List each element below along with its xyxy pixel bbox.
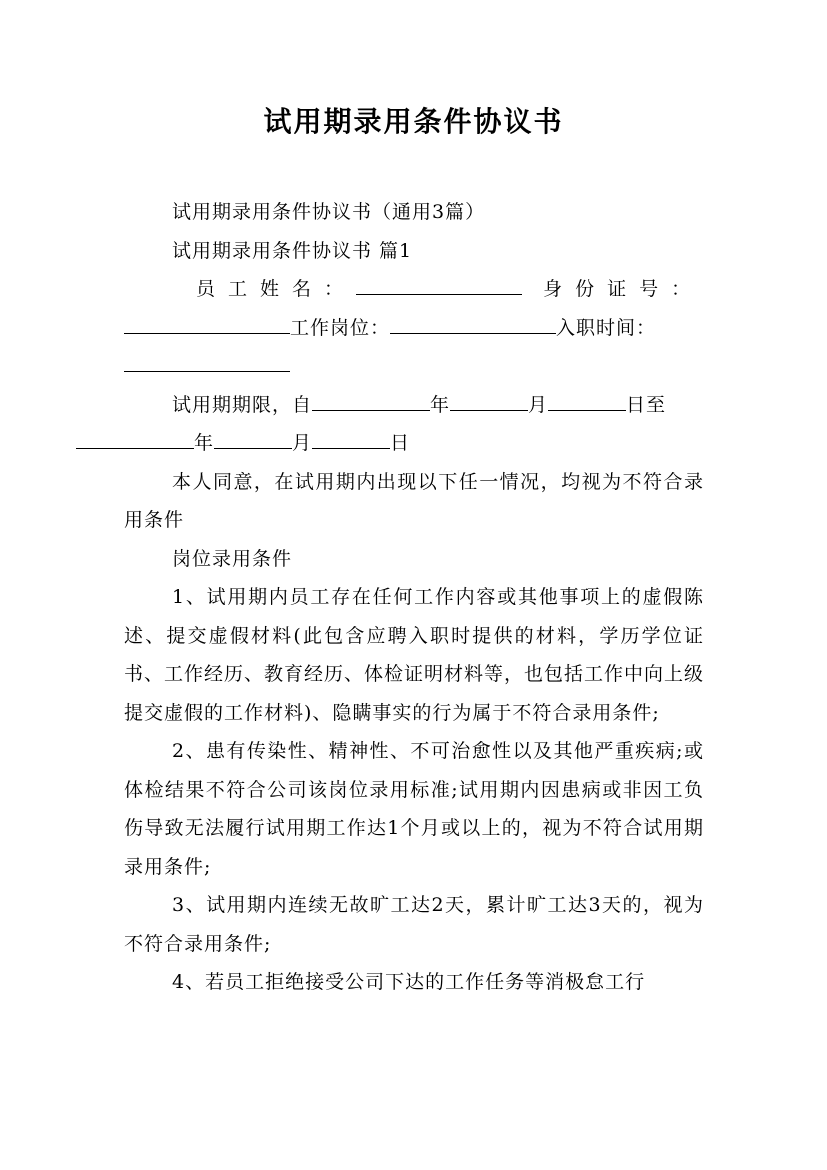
name-fill-line [356,272,522,295]
probation-period [124,386,704,463]
start-day-line [548,388,626,411]
end-year-label: 年 [194,432,215,454]
start-year-line [312,388,430,411]
position-label: 工作岗位： [290,316,391,339]
id-fill-line [124,311,290,334]
clause-4: 4、若员工拒绝接受公司下达的工作任务等消极怠工行 [172,971,646,993]
start-month-label: 月 [528,393,549,416]
start-month-line [450,388,528,411]
document-title: 试用期录用条件协议书 [263,105,564,138]
section-heading: 试用期录用条件协议书 篇1 [172,239,413,262]
entry-time-label: 入职时间： [556,316,657,339]
document-subtitle: 试用期录用条件协议书（通用3篇） [172,201,486,223]
position-fill-line [390,311,556,334]
agreement-intro: 本人同意，在试用期内出现以下任一情况，均视为不符合录用条件 [124,470,704,531]
employee-info-fields [124,270,704,386]
clause-2: 2、患有传染性、精神性、不可治愈性以及其他严重疾病;或体检结果不符合公司该岗位录用标准;试用期内因患病或非因工负伤导致无法履行试用期工作达1个月或以上的，视为不符合试用期录用条件; [124,740,704,878]
probation-prefix: 试用期期限，自 [172,393,313,416]
conditions-heading: 岗位录用条件 [172,547,293,570]
entry-time-fill-line [124,349,290,372]
end-month-label: 月 [292,432,313,454]
start-year-label: 年 [430,393,451,416]
id-label: 身份证号： [543,278,704,300]
name-label: 员工姓名： [196,278,357,300]
end-day-line [312,426,390,449]
clause-1: 1、试用期内员工存在任何工作内容或其他事项上的虚假陈述、提交虚假材料(此包含应聘入职时提供的材料，学历学位证书、工作经历、教育经历、体检证明材料等，也包括工作中向上级提交虚假的工作材料)、隐瞒事实的行为属于不符合录用条件; [124,586,705,724]
end-month-line [214,426,292,449]
end-year-line [76,426,194,449]
clause-3: 3、试用期内连续无故旷工达2天，累计旷工达3天的，视为不符合录用条件; [124,894,704,955]
end-day-label: 日 [390,432,411,454]
document-body [124,193,704,1002]
start-day-label: 日至 [626,393,667,416]
